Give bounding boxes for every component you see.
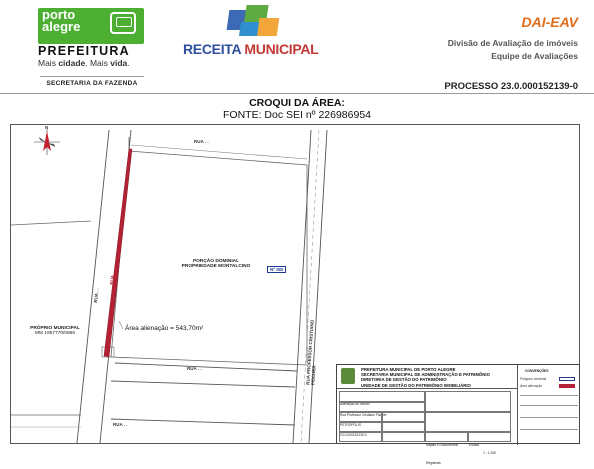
receita-logo-square-orange (257, 18, 280, 36)
north-arrow-icon (34, 125, 60, 155)
area-leader-line (119, 321, 123, 329)
road-label-2: RUA . . (109, 269, 116, 286)
legend-divider (517, 365, 518, 445)
avenue-edge-east (309, 130, 327, 443)
receita-logo-square-lightblue (239, 22, 259, 36)
left-block-label: PRÓPRIO MUNICIPAL MM 1957770/0866 (30, 326, 80, 336)
area-label: Área alienação = 543,70m² (125, 325, 204, 332)
bus-icon (110, 12, 136, 34)
legend-label-alienation: Área alienação (520, 384, 542, 388)
street-label-top: RUA . . (194, 139, 209, 144)
tb-cell-blank-4 (382, 432, 425, 442)
street-label-bottom: RUA . . (113, 422, 128, 427)
svg-text:N: N (45, 125, 49, 130)
legend-title: CONVENÇÕES (525, 369, 549, 373)
bottom-street (111, 419, 295, 425)
tb-cell-responsible (425, 391, 511, 412)
title-block-header: PREFEITURA MUNICIPAL DE PORTO ALEGRE SECRETARIA MUNICIPAL DE ADMINISTRAÇÃO E PATRIMÔNIO DIRETORIA DE GESTÃO DO PATRIMÔNIO UNIDADE DE GESTÃO DO PATRIMÔNIO IMOBILIÁRIO (361, 367, 490, 388)
tb-cell-blank-3 (339, 432, 382, 442)
block-label: PORÇÃO DOMINIAL PROPRIEDADE MONTALCINO (181, 259, 251, 269)
legend-swatch-alienation (559, 384, 575, 388)
legend-swatch-dominial (559, 377, 575, 381)
brand-line-2: alegre (42, 19, 81, 34)
title-block (336, 364, 580, 465)
city-coat-of-arms-icon (341, 368, 355, 384)
division-label: Divisão de Avaliação de imóveis (447, 38, 578, 48)
block-outline-west (111, 151, 307, 365)
street-label-lower: RUA . . (187, 366, 202, 371)
tb-cell-process: 23.0.000152139-0 (339, 422, 382, 432)
team-label: Equipe de Avaliações (491, 51, 578, 61)
tb-cell-blank-1 (382, 412, 425, 422)
tb-cell-scale: Escala 1 : 1.250 (468, 432, 511, 442)
lower-street-south (111, 381, 295, 387)
unit-title: DAI-EAV (521, 14, 578, 30)
receita-municipal-logo: RECEITA MUNICIPAL (183, 41, 319, 57)
process-number: PROCESSO 23.0.000152139-0 (444, 81, 578, 92)
avenue-centerline (301, 130, 319, 443)
legend-label-dominial: Polígono dominial (520, 377, 547, 381)
slogan: Mais cidade. Mais vida. (38, 58, 130, 68)
prefeitura-label: PREFEITURA (38, 44, 130, 58)
document-title: CROQUI DA ÁREA: (249, 97, 345, 109)
brand-line-1: porto (42, 7, 76, 22)
tb-cell-district: PETRÓPOLIS (339, 412, 382, 422)
lower-street-north (115, 363, 297, 371)
avenue-label: RUA PROFESSOR CRISTIANO FISCHER (305, 319, 317, 386)
road-label: RUA . . (93, 287, 100, 304)
sei-tag: Nº SEI (267, 266, 286, 273)
tb-cell-address: Rua Professor Cristiano Fischer (339, 402, 425, 412)
tb-cell-source: Mapas e Documentos Registrais (425, 432, 468, 442)
header-divider (0, 93, 594, 94)
document-source: FONTE: Doc SEI nº 226986954 (223, 109, 371, 121)
top-street (131, 145, 307, 159)
department-label: SECRETARIA DA FAZENDA (40, 76, 144, 87)
porto-alegre-wordmark (42, 9, 80, 33)
left-block-top (11, 221, 91, 225)
avenue-edge-west (293, 130, 311, 443)
tb-cell-engineer (425, 412, 511, 432)
tb-cell-subject: Alienação de imóvel (339, 391, 425, 402)
tb-cell-blank-2 (382, 422, 425, 432)
